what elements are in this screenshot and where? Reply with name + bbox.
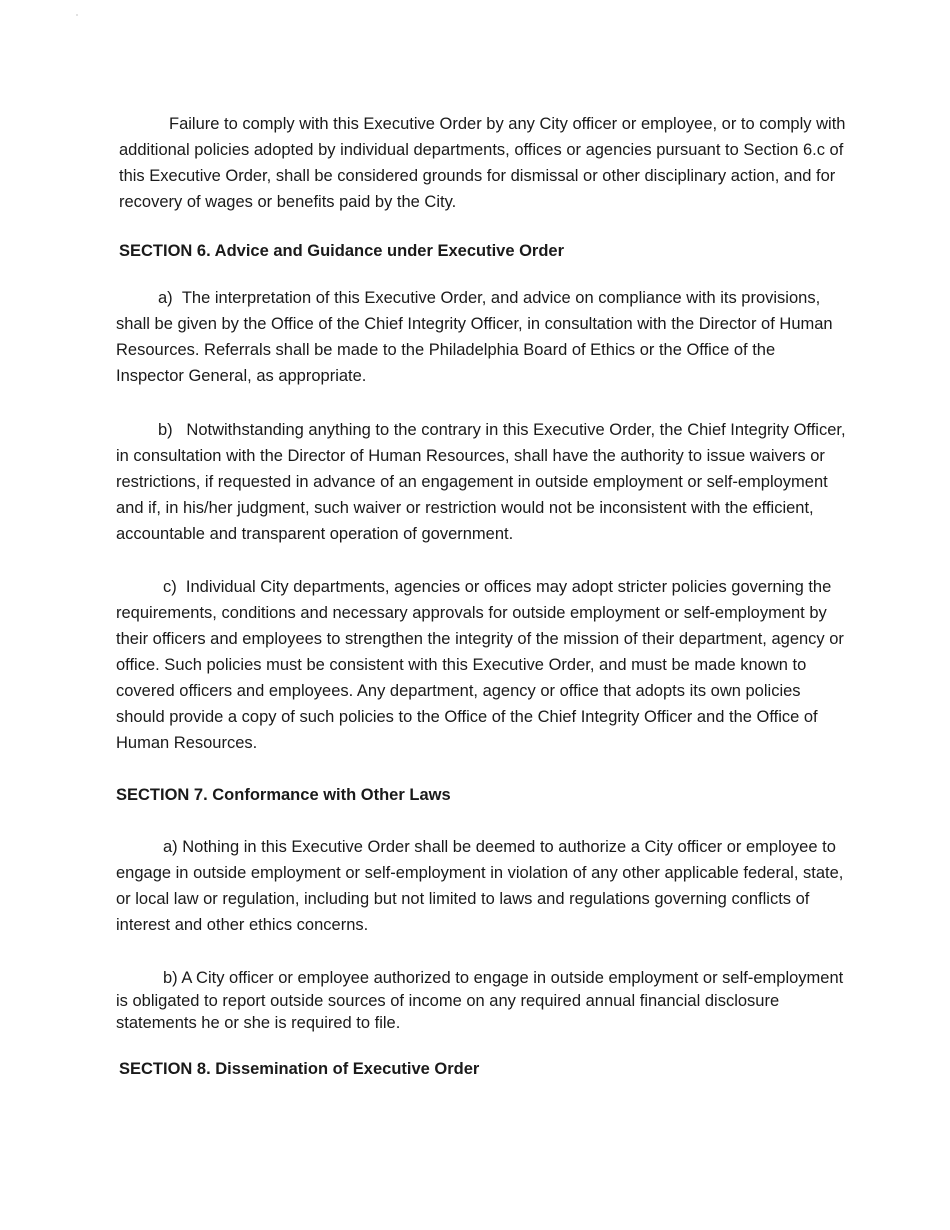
section-7-heading: SECTION 7. Conformance with Other Laws <box>116 786 451 804</box>
paragraph-failure-to-comply: Failure to comply with this Executive Order by any City officer or employee, or to comply with additional policies adopted by individual departments, offices or agencies pursuant to Section 6.c of this Executive Order, shall be considered grounds for dismissal or other disciplinary action, and for recovery of wages or benefits paid by the City. <box>119 115 846 211</box>
section-8-heading: SECTION 8. Dissemination of Executive Order <box>119 1060 480 1078</box>
section-6-paragraph-b: b) Notwithstanding anything to the contrary in this Executive Order, the Chief Integrity Officer, in consultation with the Director of Human Resources, shall have the authority to issue waivers or restrictions, if requested in advance of an engagement in outside employment or self-employment and if, in his/her judgment, such waiver or restriction would not be inconsistent with the efficient, accountable and transparent operation of government. <box>116 421 846 543</box>
section-6-paragraph-c: c) Individual City departments, agencies or offices may adopt stricter policies governing the requirements, conditions and necessary approvals for outside employment or self-employment by their officers and employees to strengthen the integrity of the mission of their department, agency or office. Such policies must be consistent with this Executive Order, and must be made known to covered officers and employees. Any department, agency or office that adopts its own policies should provide a copy of such policies to the Office of the Chief Integrity Officer and the Office of Human Resources. <box>116 578 844 752</box>
section-6-heading: SECTION 6. Advice and Guidance under Executive Order <box>119 242 565 260</box>
scan-artifact <box>76 14 78 16</box>
section-7-paragraph-a: a) Nothing in this Executive Order shall be deemed to authorize a City officer or employee to engage in outside employment or self-employment in violation of any other applicable federal, state, or local law or regulation, including but not limited to laws and regulations governing conflicts of interest and other ethics concerns. <box>116 838 844 934</box>
section-6-paragraph-a: a) The interpretation of this Executive Order, and advice on compliance with its provisions, shall be given by the Office of the Chief Integrity Officer, in consultation with the Director of Human Resources. Referrals shall be made to the Philadelphia Board of Ethics or the Office of the Inspector General, as appropriate. <box>116 289 833 385</box>
section-7-paragraph-b: b) A City officer or employee authorized to engage in outside employment or self-employment is obligated to report outside sources of income on any required annual financial disclosure statements he or she is required to file. <box>116 969 844 1032</box>
